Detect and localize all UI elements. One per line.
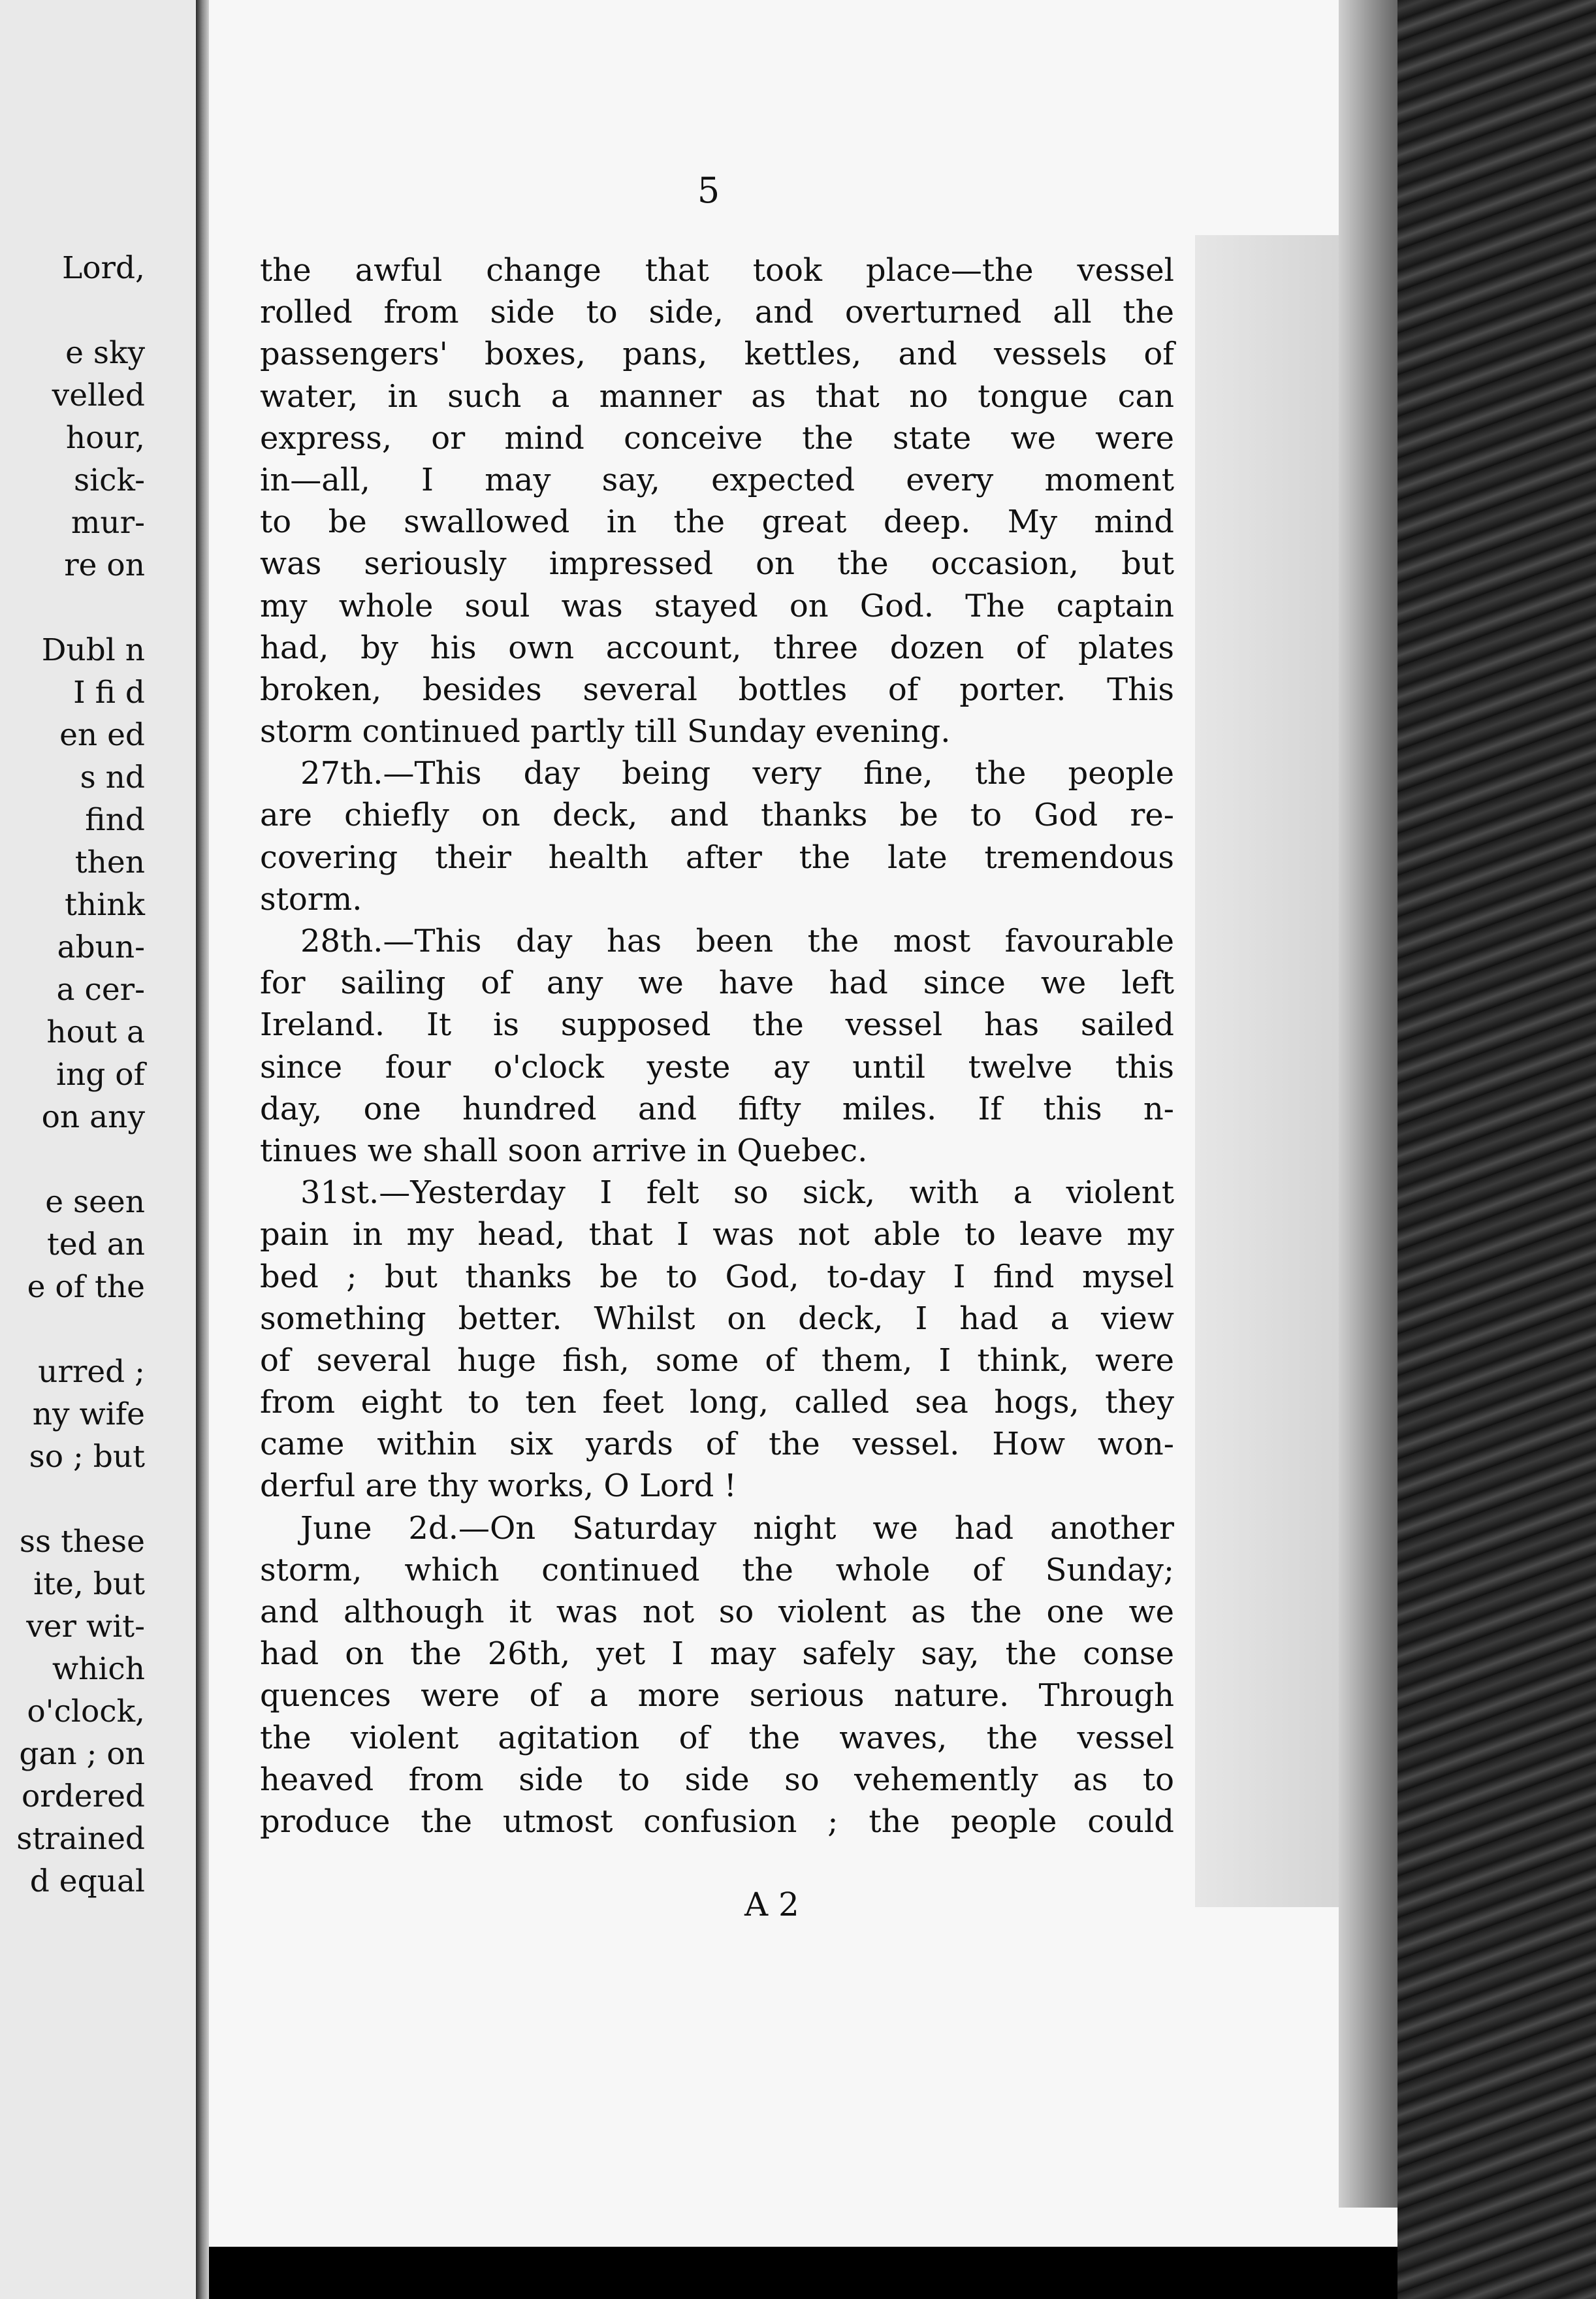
body-line: was seriously impressed on the occasion, but [260, 545, 1174, 583]
left-page-line: e sky [65, 335, 145, 371]
left-page-line: ted an [46, 1227, 145, 1262]
page-edge-shadow [1339, 0, 1397, 2208]
left-page-line: ver wit- [26, 1609, 145, 1645]
left-page-line: s nd [80, 760, 145, 796]
left-page-line: velled [52, 378, 145, 413]
body-line: tinues we shall soon arrive in Quebec. [260, 1132, 868, 1169]
left-page-line: then [74, 844, 145, 880]
body-line: June 2d.—On Saturday night we had another [300, 1509, 1174, 1547]
left-page-line: hout a [46, 1014, 145, 1050]
body-line: storm, which continued the whole of Sunday; [260, 1551, 1174, 1588]
left-page-line: on any [41, 1099, 145, 1135]
body-line: 31st.—Yesterday I felt so sick, with a violent [300, 1174, 1174, 1212]
left-page-line: a cer- [56, 972, 145, 1008]
left-page-line: e seen [45, 1184, 145, 1220]
body-line: express, or mind conceive the state we were [260, 419, 1174, 457]
body-line: broken, besides several bottles of porter. This [260, 671, 1174, 708]
left-page-line: think [65, 887, 145, 923]
signature-mark: A 2 [744, 1886, 799, 1923]
left-page-line [0, 1308, 145, 1351]
body-line: came within six yards of the vessel. How won- [260, 1426, 1174, 1463]
body-line: 28th.—This day has been the most favourable [300, 923, 1174, 959]
body-text [260, 249, 1174, 1842]
body-line: for sailing of any we have had since we left [260, 965, 1174, 1002]
body-line: are chiefly on deck, and thanks be to God re- [260, 797, 1174, 834]
body-line: passengers' boxes, pans, kettles, and vessels of [260, 336, 1174, 373]
book-cover-edge [1397, 0, 1596, 2299]
left-page-line: ite, but [33, 1566, 145, 1602]
left-page-line: Lord, [61, 250, 145, 286]
left-page-line: o'clock, [27, 1694, 145, 1729]
body-line: water, in such a manner as that no tongue can [260, 378, 1174, 415]
left-page-line [0, 1138, 145, 1181]
body-line: the violent agitation of the waves, the vessel [260, 1719, 1174, 1756]
left-page-line: Dubl n [41, 632, 145, 668]
left-page-line: find [85, 802, 145, 838]
left-page-line: sick- [73, 462, 145, 498]
book-gutter [196, 0, 209, 2299]
left-page-line: e of the [27, 1269, 145, 1305]
body-line: covering their health after the late tremendous [260, 839, 1174, 876]
body-line: and although it was not so violent as the one we [260, 1594, 1174, 1630]
left-page-line: ss these [19, 1524, 145, 1560]
left-page-line: en ed [59, 717, 145, 753]
left-page-line [0, 587, 145, 629]
body-line: my whole soul was stayed on God. The captain [260, 587, 1174, 624]
left-page-line: so ; but [29, 1439, 145, 1475]
left-page-line: gan ; on [19, 1736, 145, 1772]
left-page-text-fragment [0, 247, 145, 1903]
body-line: storm. [260, 880, 362, 918]
body-line: from eight to ten feet long, called sea hogs, they [260, 1384, 1174, 1421]
body-line: derful are thy works, O Lord ! [260, 1468, 737, 1505]
left-page-line: ny wife [32, 1396, 145, 1432]
left-facing-page [0, 0, 196, 2299]
body-line: since four o'clock yeste ay until twelve this [260, 1048, 1174, 1085]
left-page-line: ordered [21, 1778, 145, 1814]
left-page-line: strained [16, 1821, 145, 1857]
body-line: produce the utmost confusion ; the people could [260, 1803, 1174, 1840]
body-line: rolled from side to side, and overturned all the [260, 294, 1174, 331]
body-line: pain in my head, that I was not able to leave my [260, 1216, 1174, 1253]
left-page-line: re on [64, 547, 145, 583]
left-page-line: mur- [71, 505, 145, 541]
page-number: 5 [697, 170, 720, 211]
left-page-line: ing of [56, 1057, 145, 1093]
body-line: 27th.—This day being very fine, the people [300, 755, 1174, 792]
body-line: in—all, I may say, expected every moment [260, 461, 1174, 498]
left-page-line: abun- [57, 929, 145, 965]
left-page-line: which [52, 1651, 145, 1687]
left-page-line [0, 289, 145, 332]
body-line: something better. Whilst on deck, I had a view [260, 1300, 1174, 1337]
body-line: the awful change that took place—the vessel [260, 252, 1174, 289]
left-page-line: I fi d [73, 675, 145, 711]
left-page-line [0, 1478, 145, 1520]
left-page-line: urred ; [38, 1354, 145, 1390]
left-page-line: d equal [29, 1863, 145, 1899]
body-line: to be swallowed in the great deep. My mind [260, 504, 1174, 541]
body-line: Ireland. It is supposed the vessel has sailed [260, 1006, 1174, 1044]
body-line: heaved from side to side so vehemently as to [260, 1761, 1174, 1798]
body-line: storm continued partly till Sunday evening. [260, 713, 951, 750]
body-line: quences were of a more serious nature. Through [260, 1677, 1174, 1714]
body-line: of several huge fish, some of them, I think, were [260, 1342, 1174, 1379]
body-line: bed ; but thanks be to God, to-day I find mysel [260, 1258, 1174, 1295]
left-page-line: hour, [65, 420, 145, 456]
body-line: day, one hundred and fifty miles. If this n- [260, 1090, 1174, 1127]
body-line: had, by his own account, three dozen of plates [260, 629, 1174, 666]
body-line: had on the 26th, yet I may safely say, the conse [260, 1635, 1174, 1673]
